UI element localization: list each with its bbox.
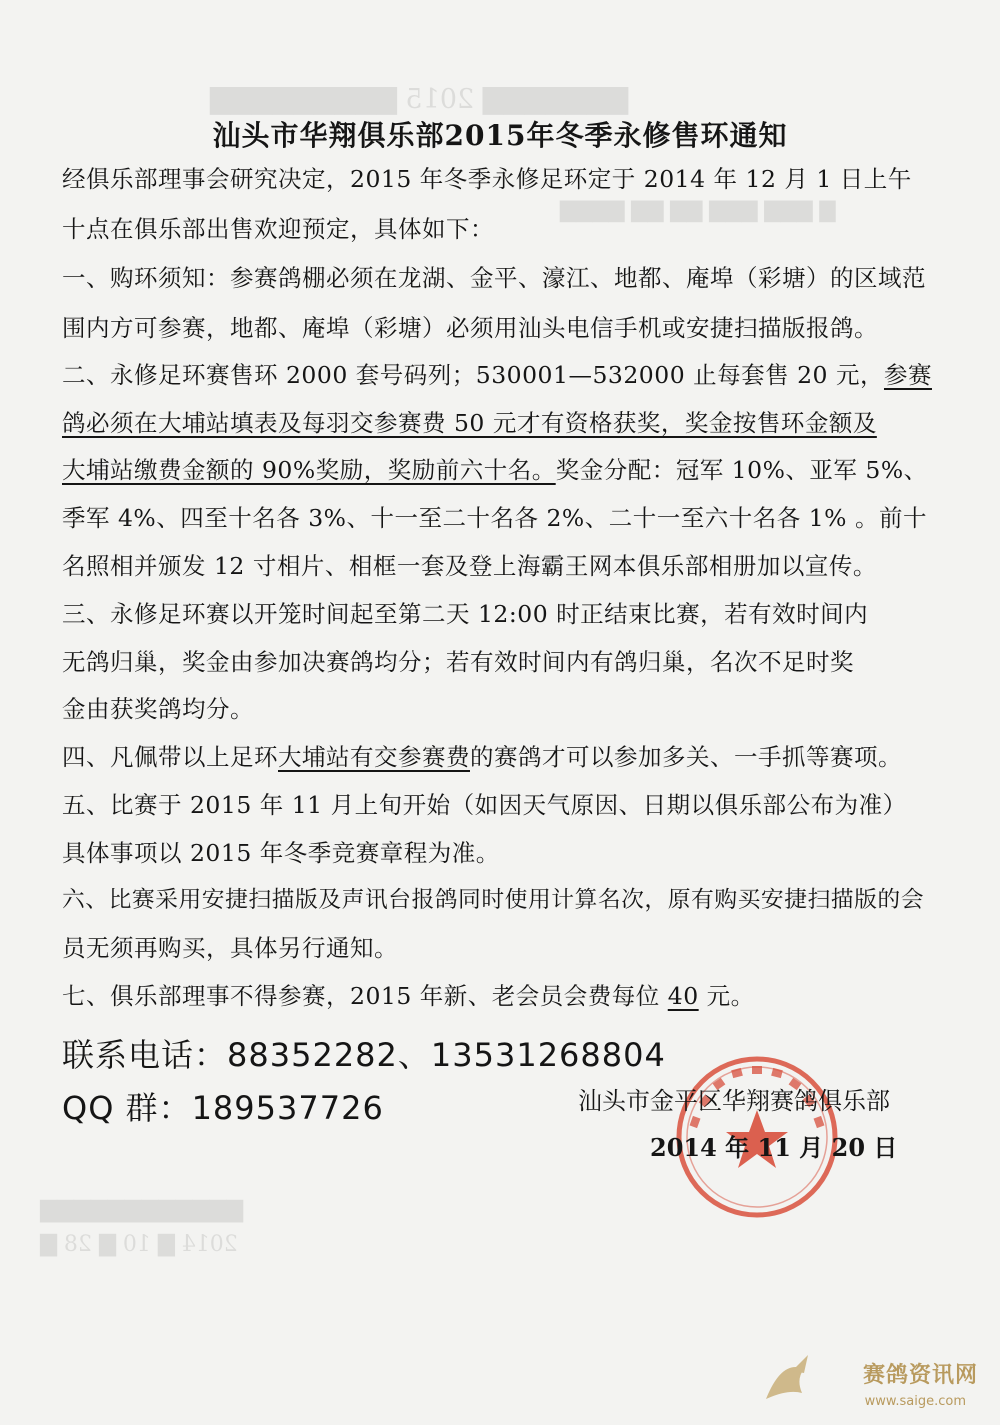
underlined-text: 参赛 (883, 361, 932, 389)
contact-phone (62, 1030, 666, 1076)
section-3-line-3: 金由获奖鸽均分。 (62, 695, 254, 723)
section-1-line-2: 围内方可参赛，地都、庵埠（彩塘）必须用汕头电信手机或安捷扫描版报鸽。 (62, 314, 878, 342)
section-2-line-2 (62, 404, 877, 438)
bleed-through-line: ▇ ▇▇▇ ▇▇▇ ▇▇ ▇▇ ▇▇▇▇ (560, 198, 836, 222)
section-6-line-1: 六、比赛采用安捷扫描版及声讯台报鸽同时使用计算名次，原有购买安捷扫描版的会 (62, 887, 924, 913)
underlined-text: 大埔站缴费金额的 90%奖励，奖励前六十名。 (62, 456, 556, 484)
signature-date: 2014 年 11 月 20 日 (650, 1133, 898, 1162)
section-2-line-5: 名照相并颁发 12 寸相片、相框一套及登上海霸王网本俱乐部相册加以宣传。 (62, 552, 877, 580)
pigeon-logo-icon (766, 1355, 808, 1399)
section-4-line-1: 四、凡佩带以上足环大埔站有交参赛费的赛鸽才可以参加多关、一手抓等赛项。 (62, 743, 902, 771)
section-2-line-4: 季军 4%、四至十名各 3%、十一至二十名各 2%、二十一至六十名各 1% 。前十 (62, 504, 927, 532)
section-5-line-1: 五、比赛于 2015 年 11 月上旬开始（如因天气原因、日期以俱乐部公布为准） (62, 791, 907, 819)
underlined-text: 40 (667, 982, 699, 1010)
watermark-url: www.saige.com (864, 1394, 966, 1409)
section-7-line-1: 七、俱乐部理事不得参赛，2015 年新、老会员会费每位 40 元。 (62, 982, 755, 1010)
section-2-line-3: 大埔站缴费金额的 90%奖励，奖励前六十名。奖金分配：冠军 10%、亚军 5%、 (62, 456, 928, 484)
notice-title: 汕头市华翔俱乐部2015年冬季永修售环通知 (212, 119, 788, 152)
qq-label: QQ 群： (62, 1089, 192, 1127)
section-3-line-2: 无鸽归巢，奖金由参加决赛鸽均分；若有效时间内有鸽归巢，名次不足时奖 (62, 648, 854, 676)
section-3-line-1: 三、永修足环赛以开笼时间起至第二天 12:00 时正结束比赛，若有效时间内 (62, 600, 869, 628)
bleed-through-line: ▇▇▇▇▇▇▇▇▇▇▇▇ (40, 1198, 244, 1223)
section-2-line-1: 二、永修足环赛售环 2000 套号码列；530001—532000 止每套售 20 元，参赛 (62, 361, 932, 389)
phone-label: 联系电话： (62, 1036, 228, 1074)
bleed-through-line: 2014 ▇ 10 ▇ 28 ▇ (40, 1232, 238, 1257)
body-line-2: 十点在俱乐部出售欢迎预定，具体如下： (62, 215, 494, 243)
watermark-site-name: 赛鸽资讯网 (862, 1363, 978, 1388)
contact-qq (62, 1083, 384, 1129)
underlined-text: 大埔站有交参赛费 (278, 743, 470, 771)
section-1-line-1: 一、购环须知：参赛鸽棚必须在龙湖、金平、濠江、地都、庵埠（彩塘）的区域范 (62, 264, 926, 292)
section-5-line-2: 具体事项以 2015 年冬季竞赛章程为准。 (62, 839, 500, 867)
qq-number: 189537726 (191, 1089, 384, 1127)
body-line-1: 经俱乐部理事会研究决定，2015 年冬季永修足环定于 2014 年 12 月 1 日上午 (62, 165, 912, 193)
phone-numbers: 88352282、13531268804 (227, 1036, 666, 1074)
signature-organization: 汕头市金平区华翔赛鸽俱乐部 (578, 1087, 890, 1115)
bleed-through-heading: ▇▇▇▇▇▇▇ 2015 ▇▇▇▇▇▇▇▇▇ (210, 84, 629, 115)
underlined-text: 鸽必须在大埔站填表及每羽交参赛费 50 元才有资格获奖，奖金按售环金额及 (62, 409, 877, 437)
section-6-line-2: 员无须再购买，具体另行通知。 (62, 934, 398, 962)
